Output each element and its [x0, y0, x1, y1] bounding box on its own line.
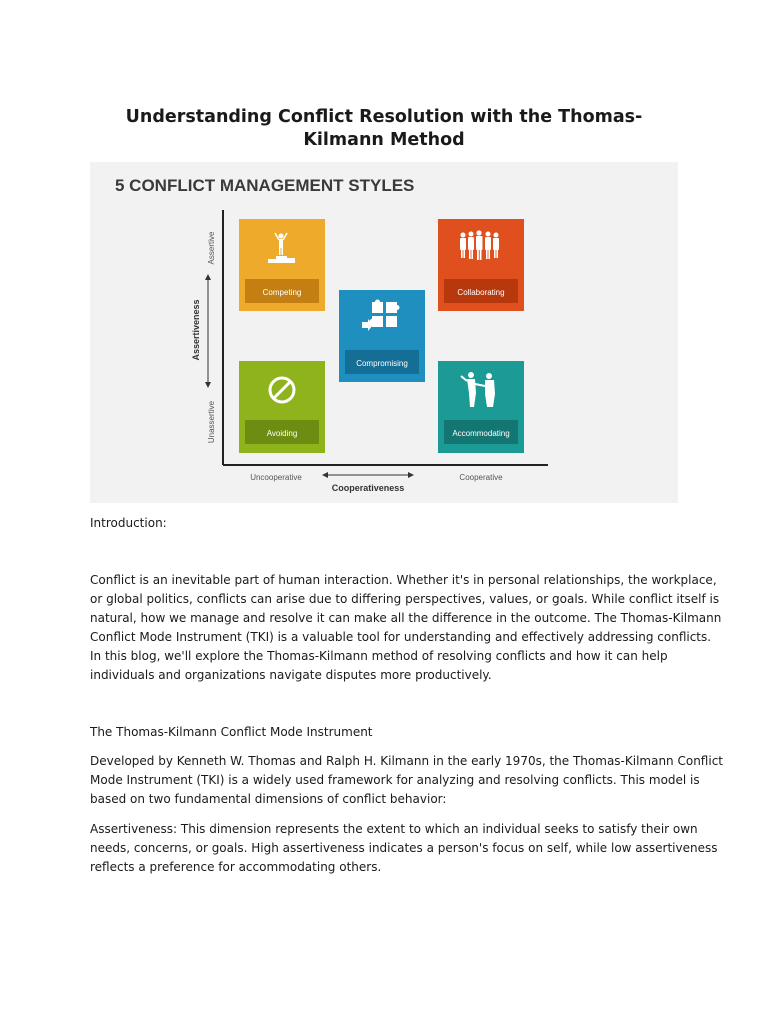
conflict-paragraph — [90, 571, 722, 685]
paragraph-line: Conflict Mode Instrument (TKI) is a valuable tool for understanding and effectively addressing conflicts. — [90, 630, 712, 644]
style-label-avoiding: Avoiding — [266, 429, 298, 438]
style-tile-competing — [239, 219, 325, 311]
figure-heading: 5 CONFLICT MANAGEMENT STYLES — [115, 176, 415, 195]
paragraph-line: In this blog, we'll explore the Thomas-Kilmann method of resolving conflicts and how it can help — [90, 649, 668, 663]
paragraph-line: individuals and organizations navigate disputes more productively. — [90, 668, 492, 682]
paragraph-line: Developed by Kenneth W. Thomas and Ralph H. Kilmann in the early 1970s, the Thomas-Kilmann Conflict — [90, 754, 723, 768]
assertiveness-paragraph — [90, 820, 718, 877]
paragraph-line: Assertiveness: This dimension represents the extent to which an individual seeks to satisfy their own — [90, 822, 698, 836]
paragraph-line: based on two fundamental dimensions of conflict behavior: — [90, 792, 447, 806]
paragraph-line: needs, concerns, or goals. High assertiveness indicates a person's focus on self, while low assertiveness — [90, 841, 718, 855]
developed-paragraph — [90, 752, 723, 809]
style-tile-compromising — [339, 290, 425, 382]
title-line-1: Understanding Conflict Resolution with the Thomas- — [125, 107, 643, 127]
paragraph-line: reflects a preference for accommodating others. — [90, 860, 382, 874]
tki-heading: The Thomas-Kilmann Conflict Mode Instrument — [90, 725, 373, 739]
conflict-styles-diagram — [90, 162, 678, 503]
intro-heading: Introduction: — [90, 516, 167, 530]
style-tile-accommodating — [438, 361, 524, 453]
style-label-collaborating: Collaborating — [457, 288, 505, 297]
y-axis-label: Assertiveness — [191, 299, 201, 361]
paragraph-line: natural, how we manage and resolve it can make all the difference in the outcome. The Thomas-Kilmann — [90, 611, 722, 625]
style-tile-avoiding — [239, 361, 325, 453]
y-axis-bottom-label: Unassertive — [207, 400, 216, 444]
x-axis-left-label: Uncooperative — [250, 473, 302, 482]
paragraph-line: Mode Instrument (TKI) is a widely used framework for analyzing and resolving conflicts. This model is — [90, 773, 700, 787]
paragraph-line: or global politics, conflicts can arise due to differing perspectives, values, or goals. While conflict itself is — [90, 592, 720, 606]
paragraph-line: Conflict is an inevitable part of human interaction. Whether it's in personal relationships, the workplace, — [90, 573, 717, 587]
style-label-compromising: Compromising — [356, 359, 408, 368]
document-title — [90, 106, 678, 152]
conflict-styles-figure — [90, 162, 678, 503]
style-tile-collaborating — [438, 219, 524, 311]
title-line-2: Kilmann Method — [303, 130, 465, 150]
x-axis-right-label: Cooperative — [459, 473, 503, 482]
x-axis-label: Cooperativeness — [331, 483, 405, 493]
y-axis-top-label: Assertive — [207, 231, 216, 265]
style-label-accommodating: Accommodating — [452, 429, 510, 438]
style-label-competing: Competing — [262, 288, 302, 297]
